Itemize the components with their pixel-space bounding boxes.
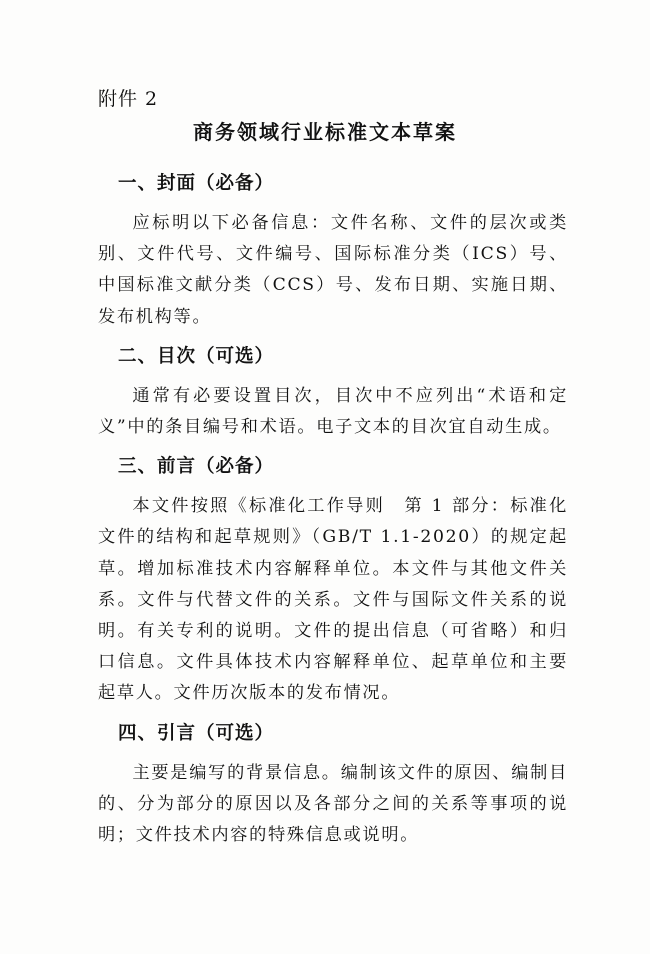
section-body-foreword: 本文件按照《标准化工作导则 第 1 部分：标准化文件的结构和起草规则》（GB/T 1.1-2020）的规定起草。增加标准技术内容解释单位。本文件与其他文件关系。文件与代替文件的关系。文件与国际文件关系的说明。有关专利的说明。文件的提出信息（可省略）和归口信息。文件具体技术内容解释单位、起草单位和主要起草人。文件历次版本的发布情况。	[98, 496, 568, 704]
section-body-cover: 应标明以下必备信息：文件名称、文件的层次或类别、文件代号、文件编号、国际标准分类（ICS）号、中国标准文献分类（CCS）号、发布日期、实施日期、发布机构等。	[98, 213, 568, 327]
attachment-label: 附件 2	[98, 88, 159, 110]
section-body-contents: 通常有必要设置目次，目次中不应列出“术语和定义”中的条目编号和术语。电子文本的目次宜自动生成。	[98, 385, 568, 438]
section-heading-introduction: 四、引言（可选）	[118, 722, 275, 744]
section-heading-foreword: 三、前言（必备）	[118, 456, 275, 478]
document-title: 商务领域行业标准文本草案	[193, 120, 457, 144]
section-body-introduction: 主要是编写的背景信息。编制该文件的原因、编制目的、分为部分的原因以及各部分之间的关系等事项的说明；文件技术内容的特殊信息或说明。	[98, 762, 568, 846]
section-heading-contents: 二、目次（可选）	[118, 345, 275, 367]
document-body	[98, 168, 568, 859]
section-heading-cover: 一、封面（必备）	[118, 173, 275, 194]
